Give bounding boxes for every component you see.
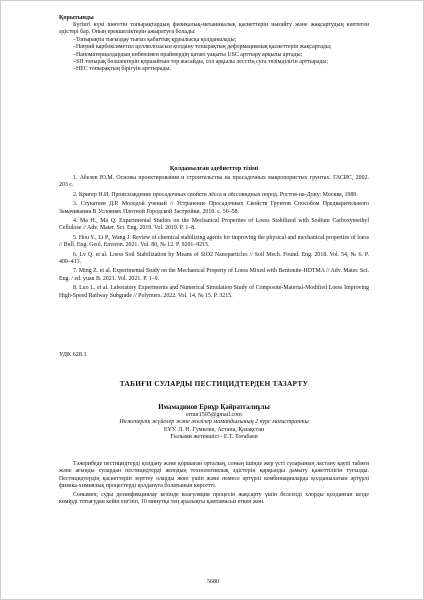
references-heading: Қолданылған әдебиеттер тізімі xyxy=(169,165,259,172)
author-position: Инженерлік жүйелер және желілер мамандығының 2 курс магистранты xyxy=(119,419,309,426)
reference-item: 6. Lv Q. et al. Loess Soil Stabilization by Means of SiO2 Nanoparticles // Soil Mech. Found. Eng. 2018. Vol. 54, № 6. P. 409–413. xyxy=(59,251,369,266)
author-university: ЕҰУ. Л. Н. Гумилев, Астана, Қазақстан xyxy=(163,426,265,433)
author-supervisor: Ғылыми жетекшісі - Е.Т. Тоғабаев xyxy=(170,434,258,441)
reference-item: 5. Hou Y., Li P., Wang J. Review of chemical stabilizing agents for improving the physical and mechanical properties of loess // Bull. Eng. Geol. Environ. 2021. Vol. 80, № 12. P. 9201–9215. xyxy=(59,234,369,249)
reference-item: 4. Ma H., Ma Q. Experimental Studies on the Mechanical Properties of Loess Stabilized with Sodium Carboxymethyl Cellulose // Adv. Mater. Sci. Eng. 2019. Vol. 2019. P. 1–8. xyxy=(59,218,369,232)
references-section xyxy=(59,165,369,302)
reference-item: 3. Стукатеев Д.Р. Молодой ученый // Устранение Просадочных Свойств Грунтов Способом Предварительного Замачивания В Условиях Плотной Городской Застройки. 2018. с. 56–58. xyxy=(59,201,369,215)
reference-item: 7. Ming Z. et al. Experimental Study on the Mechanical Property of Loess Mixed with Bentonite-HDTMA // Adv. Mater. Sci. Eng. / ed. yuan B. 2021. Vol. 2021. P. 1–9. xyxy=(59,268,369,282)
conclusion-item: –Топырақты тығыздау тығыз қабаттық құрылысқа қолданылады; xyxy=(73,36,237,43)
conclusion-item: –Натрий карбоксиметил целлюлозасын қолдану топырақтың деформациялық қасиеттерін жақсартады; xyxy=(73,44,332,51)
page-number: 5680 xyxy=(207,579,219,585)
article-title: ТАБИҒИ СУЛАРДЫ ПЕСТИЦИДТЕРДЕН ТАЗАРТУ xyxy=(119,379,309,388)
conclusion-item: –Наноматериалдардың көбеюімен праймердің қатаю уақыты USC арттыру арқылы артады; xyxy=(73,51,303,58)
author-email: ernur1505@gmail.com xyxy=(186,412,242,418)
article-paragraph: Сонымен, суды дезинфекциялау кезінде коагуляция процесін жақсарту үшін белсенді хлорды қолданған кезде көмірді тотығудан кейін енгізіп, 10 минутқа тең аралықты қамтамасыз еткен жөн. xyxy=(59,491,369,506)
article-paragraph: Тәжірибеде пестицидтерді қолдану және қоршаған орталың, соның ішінде жер үсті суларының ластану қаупі табиғи және ағынды сулардан пестицидтерді жоюдың технологиялық әдістерін қарқынды дамыту қажеттілігін туғызды. Пестицидтердің қасиеттерін зерттеу оларды жою үшін және немесе әртүрлі комбинацияларда қолданылатын әртүрлі физика-химиялық процестерді қолдануға болатынын көрсетті. xyxy=(59,461,369,490)
author-block xyxy=(59,403,369,442)
conclusion-item: –НЕС топырақтың бірігуін арттырады. xyxy=(73,66,171,73)
author-name: Имамадинов Ернұр Қайратғалиұлы xyxy=(158,404,270,411)
conclusion-item: –SH топырақ бөлшектерін қоршайтын тор жасайды, сол арқылы лесстің суға төзімділігін арттырады; xyxy=(73,59,328,66)
reference-item: 8. Luo L. et al. Laboratory Experiments and Numerical Simulation Study of Composite-Material-Modified Loess Improving High-Speed Railway Subgrade // Polymers. 2022. Vol. 14, № 15. P. 3215. xyxy=(59,285,369,299)
conclusion-heading: Қорытынды xyxy=(59,15,94,21)
article-body xyxy=(59,461,369,506)
udk-code: УДК 628.1 xyxy=(59,351,87,358)
conclusion-intro: Бүгінгі күні шөгетін топырақтардың физикалық-механикалық қасиеттерін нығайту және жақсартудың көптеген әдістері бар. Оның ерекшеліктерін ажыратуға болады: xyxy=(59,22,369,36)
conclusion-section xyxy=(59,15,369,74)
reference-item: 2. Кригер Н.И. Происхождение просадочных свойств лёсса и лёссовидных пород. Ростов-на-Дону: Москва, 1989. xyxy=(73,191,358,198)
reference-item: 1. Абелев Ю.М. Основы проектирования и строительства на просадочных макропористых грунтах. ГАСИС, 2002. 203 с. xyxy=(59,175,369,189)
